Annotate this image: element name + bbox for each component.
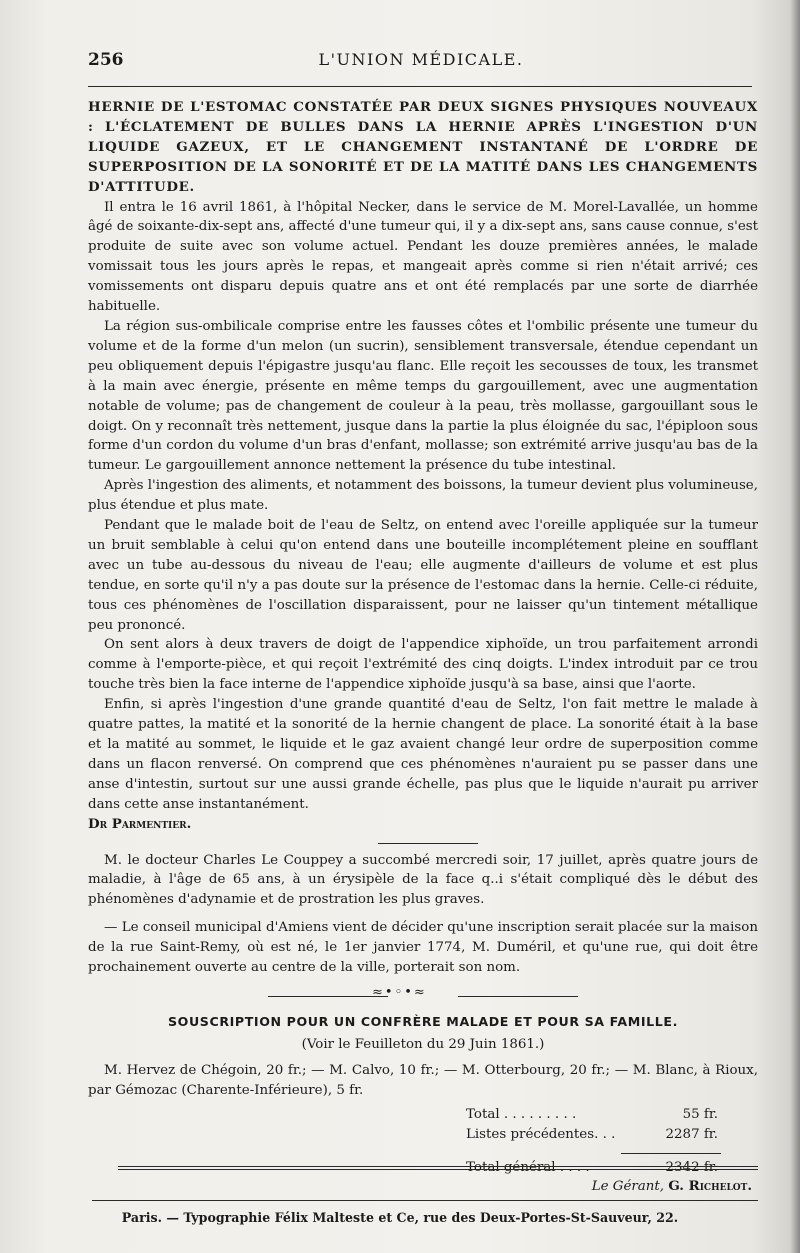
page-header <box>82 50 760 74</box>
subscription-donors: M. Hervez de Chégoin, 20 fr.; — M. Calvo, 10 fr.; — M. Otterbourg, 20 fr.; — M. Blanc, à Rioux, par Gémozac (Charente-Inférieure), 5 fr. <box>88 1062 758 1098</box>
journal-title: L'UNION MÉDICALE. <box>318 50 524 69</box>
ornament-glyph: ≈•◦•≈ <box>372 984 427 1000</box>
header-rule <box>88 86 752 87</box>
article-paragraph: La région sus-ombilicale comprise entre les fausses côtes et l'ombilic présente une tumeur du volume et de la forme d'un melon (un sucrin), sensiblement transversale, étendue cependant un peu obliquement depuis l'épigastre jusqu'au flanc. Elle reçoit les secousses de toux, les transmet à la main avec énergie, présente en même temps du gargouillement, avec une augmentation notable de volume; pas de changement de couleur à la peau, très mollasse, gargouillant sous le doigt. On y reconnaît très nettement, jusque dans la partie la plus éloignée du sac, l'épiploon sous forme d'un cordon du volume d'un bras d'enfant, mollasse; son extrémité arrive jusqu'au bas de la tumeur. Le gargouillement annonce nettement la présence du tube intestinal. <box>88 318 758 474</box>
page-number: 256 <box>88 50 124 70</box>
article-paragraph: Pendant que le malade boit de l'eau de Seltz, on entend avec l'oreille appliquée sur la tumeur un bruit semblable à celui qu'on entend dans une bouteille incomplétement pleine en soufflant avec un tube au-dessous du niveau de l'eau; elle augmente d'ailleurs de volume et est plus tendue, en sorte qu'il n'y a pas doute sur la présence de l'estomac dans la hernie. Celle-ci réduite, tous ces phénomènes de l'oscillation disparaissent, pour ne laisser qu'un tintement métallique peu prononcé. <box>88 518 758 633</box>
section-separator <box>88 835 758 851</box>
footer-rule-thin <box>118 1169 758 1170</box>
article-paragraph: On sent alors à deux travers de doigt de l'appendice xiphoïde, un trou parfaitement arrondi comme à l'emporte-pièce, et qui reçoit l'extrémité des cinq doigts. L'index introduit par ce trou touche très bien la face interne de l'appendice xiphoïde jusqu'à sa base, ainsi que l'aorte. <box>88 637 758 693</box>
news-item: — Le conseil municipal d'Amiens vient de décider qu'une inscription serait placée sur la maison de la rue Saint-Remy, où est né, le 1er janvier 1774, M. Duméril, et qu'une rue, qui doit être prochainement ouverte au centre de la ville, porterait son nom. <box>88 920 758 976</box>
main-column <box>88 98 758 1178</box>
footer-rule-top <box>118 1166 758 1167</box>
article-paragraph: Il entra le 16 avril 1861, à l'hôpital Necker, dans le service de M. Morel-Lavallée, un homme âgé de soixante-dix-sept ans, affecté d'une tumeur qui, il y a dix-sept ans, sans cause connue, s'est produite de suite avec son volume actuel. Pendant les douze premières années, le malade vomissait tous les jours après le repas, et mangeait après comme si rien n'était arrivé; ces vomissements ont disparu depuis quatre ans et ont été remplacés par une sorte de diarrhée habituelle. <box>88 199 758 315</box>
grand-total-row: Total général . . . . 2342 fr. <box>466 1159 718 1175</box>
total-row: Total . . . . . . . . . 55 fr. <box>466 1106 718 1122</box>
article-signature: Dr Parmentier. <box>88 815 192 832</box>
printer-imprint: Paris. — Typographie Félix Malteste et Ce, rue des Deux-Portes-St-Sauveur, 22. <box>121 1210 679 1225</box>
subscription-title: SOUSCRIPTION POUR UN CONFRÈRE MALADE ET POUR SA FAMILLE. <box>168 1013 678 1029</box>
article-title: HERNIE DE L'ESTOMAC CONSTATÉE PAR DEUX SIGNES PHYSIQUES NOUVEAUX : L'ÉCLATEMENT DE BULLES DANS LA HERNIE APRÈS L'INGESTION D'UN LIQUIDE GAZEUX, ET LE CHANGEMENT INSTANTANÉ DE L'ORDRE DE SUPERPOSITION DE LA SONORITÉ ET DE LA MATITÉ DANS LES CHANGEMENTS D'ATTITUDE. <box>88 99 758 195</box>
previous-lists-row: Listes précédentes. . . 2287 fr. <box>466 1126 718 1142</box>
sum-rule <box>621 1153 721 1154</box>
news-item: M. le docteur Charles Le Couppey a succombé mercredi soir, 17 juillet, après quatre jours de maladie, à l'âge de 65 ans, à un érysipèle de la face q..i s'était compliqué dès le début des phénomènes d'adynamie et de prostration les plus graves. <box>88 852 758 908</box>
ornament-divider <box>88 984 758 1008</box>
article-paragraph: Après l'ingestion des aliments, et notamment des boissons, la tumeur devient plus volumineuse, plus étendue et plus mate. <box>88 478 758 514</box>
subscription-reference: (Voir le Feuilleton du 29 Juin 1861.) <box>301 1036 545 1052</box>
printer-rule <box>92 1200 758 1201</box>
gerant-line: Le Gérant, G. Richelot. <box>591 1178 752 1194</box>
article-paragraph: Enfin, si après l'ingestion d'une grande quantité d'eau de Seltz, l'on fait mettre le malade à quatre pattes, la matité et la sonorité de la hernie changent de place. La sonorité était à la base et la matité au sommet, le liquide et le gaz avaient changé leur ordre de superposition comme dans un flacon renversé. On comprend que ces phénomènes n'auraient pu se passer dans une anse d'intestin, surtout sur une aussi grande échelle, pas plus que le liquide n'aurait pu arriver dans cette anse instantanément. <box>88 697 758 812</box>
